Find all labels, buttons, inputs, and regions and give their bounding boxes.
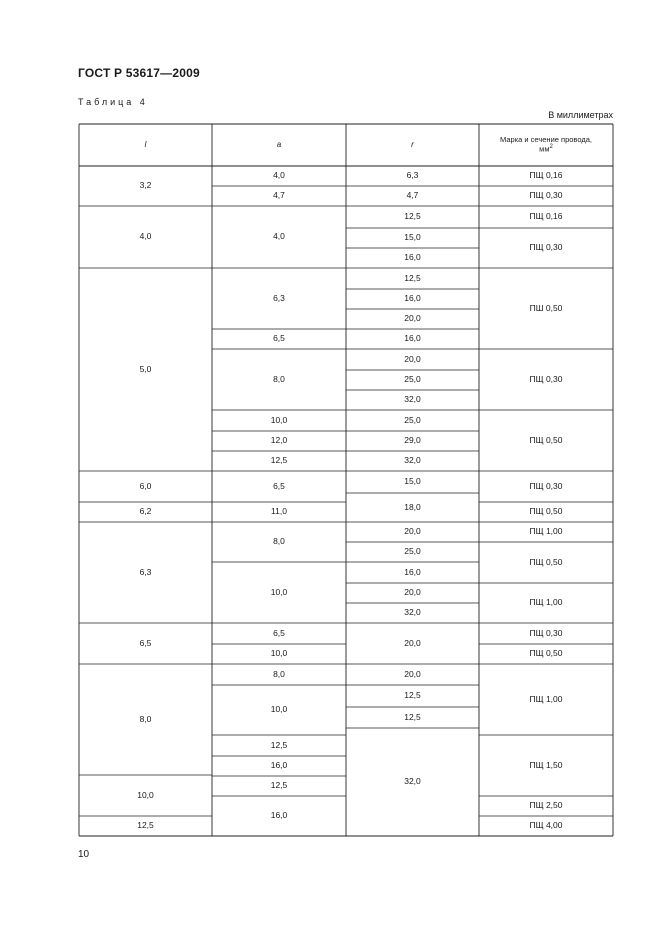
- cell-wire: ПЩ 0,50: [529, 556, 563, 567]
- cell-r: 20,0: [404, 353, 421, 364]
- cell-wire: ПЩ 0,16: [529, 211, 563, 222]
- cell-a: 10,0: [270, 648, 288, 659]
- header-wire-sup: 2: [549, 144, 553, 151]
- header-l: l: [144, 140, 147, 150]
- header-wire: [479, 124, 613, 166]
- cell-r: 32,0: [404, 776, 421, 787]
- cell-r: 32,0: [404, 394, 421, 405]
- cell-a: 10,0: [270, 704, 288, 715]
- cell-r: 25,0: [404, 374, 421, 385]
- header-a: a: [276, 140, 282, 150]
- cell-wire: ПЩ 0,50: [529, 434, 563, 445]
- cell-l: 12,5: [137, 820, 154, 831]
- cell-l: 8,0: [139, 713, 152, 724]
- cell-wire: ПЩ 1,00: [529, 693, 563, 704]
- cell-r: 12,5: [404, 211, 421, 222]
- cell-l: 3,2: [139, 180, 152, 191]
- cell-r: 12,5: [404, 711, 421, 722]
- cell-l: 10,0: [137, 789, 154, 800]
- cell-a: 10,0: [270, 586, 288, 597]
- cell-wire: ПЩ 1,00: [529, 597, 563, 608]
- page-number: 10: [78, 849, 90, 860]
- cell-r: 20,0: [404, 668, 421, 679]
- cell-a: 4,0: [273, 231, 285, 242]
- cell-l: 6,0: [139, 480, 152, 491]
- cell-wire: ПЩ 0,30: [529, 627, 563, 638]
- cell-a: 6,5: [273, 480, 285, 491]
- cell-r: 16,0: [404, 333, 421, 344]
- table-title: Таблица 4: [78, 97, 148, 107]
- cell-r: 29,0: [404, 435, 421, 446]
- cell-wire: ПЩ 0,30: [529, 190, 563, 201]
- header-wire-prefix: Марка и сечение провода,: [500, 134, 592, 144]
- cell-a: 12,5: [270, 739, 288, 750]
- cell-l: 6,3: [139, 566, 152, 577]
- cell-wire: ПЩ 0,30: [529, 242, 563, 253]
- cell-a: 8,0: [273, 373, 285, 384]
- cell-wire: ПЩ 0,50: [529, 506, 563, 517]
- cell-r: 32,0: [404, 455, 421, 466]
- cell-a: 12,5: [270, 780, 288, 791]
- cell-l: 6,2: [139, 506, 152, 517]
- cell-r: 25,0: [404, 414, 421, 425]
- cell-wire: ПЩ 0,50: [529, 648, 563, 659]
- cell-r: 4,7: [406, 190, 419, 201]
- cell-r: 16,0: [404, 293, 421, 304]
- cell-wire: ПЩ 0,30: [529, 373, 563, 384]
- cell-wire: ПЩ 4,00: [529, 820, 563, 831]
- cell-a: 8,0: [273, 536, 285, 547]
- header-wire-unit: мм: [539, 144, 550, 154]
- cell-r: 15,0: [404, 476, 421, 487]
- cell-r: 32,0: [404, 607, 421, 618]
- cell-wire: ПЩ 1,00: [529, 526, 563, 537]
- cell-wire: ПЩ 1,50: [529, 759, 563, 770]
- cell-l: 5,0: [139, 363, 152, 374]
- cell-r: 20,0: [404, 587, 421, 598]
- header-r: r: [411, 140, 414, 150]
- cell-a: 10,0: [270, 414, 288, 425]
- cell-a: 6,3: [273, 292, 285, 303]
- cell-wire: ПШ 0,50: [529, 302, 563, 313]
- cell-wire: ПЩ 0,30: [529, 480, 563, 491]
- cell-r: 16,0: [404, 566, 421, 577]
- cell-wire: ПЩ 2,50: [529, 800, 563, 811]
- cell-a: 6,5: [273, 627, 285, 638]
- cell-a: 12,5: [270, 455, 288, 466]
- cell-a: 16,0: [270, 810, 288, 821]
- cell-a: 11,0: [271, 506, 287, 517]
- cell-wire: ПЩ 0,16: [529, 170, 563, 181]
- cell-l: 4,0: [139, 231, 152, 242]
- cell-r: 25,0: [404, 546, 421, 557]
- cell-r: 12,5: [404, 690, 421, 701]
- cell-l: 6,5: [139, 637, 152, 648]
- cell-r: 20,0: [404, 637, 421, 648]
- cell-a: 12,0: [270, 435, 288, 446]
- cell-r: 12,5: [404, 272, 421, 283]
- document-title: ГОСТ Р 53617—2009: [78, 66, 200, 80]
- cell-r: 18,0: [404, 501, 421, 512]
- cell-r: 15,0: [404, 232, 421, 243]
- cell-a: 8,0: [273, 668, 285, 679]
- cell-r: 20,0: [404, 313, 421, 324]
- cell-a: 4,0: [273, 170, 285, 181]
- cell-a: 6,5: [273, 333, 285, 344]
- units-note: В миллиметрах: [548, 110, 613, 120]
- cell-r: 16,0: [404, 252, 421, 263]
- cell-r: 6,3: [406, 170, 419, 181]
- cell-a: 4,7: [273, 190, 285, 201]
- cell-r: 20,0: [404, 526, 421, 537]
- cell-a: 16,0: [270, 760, 288, 771]
